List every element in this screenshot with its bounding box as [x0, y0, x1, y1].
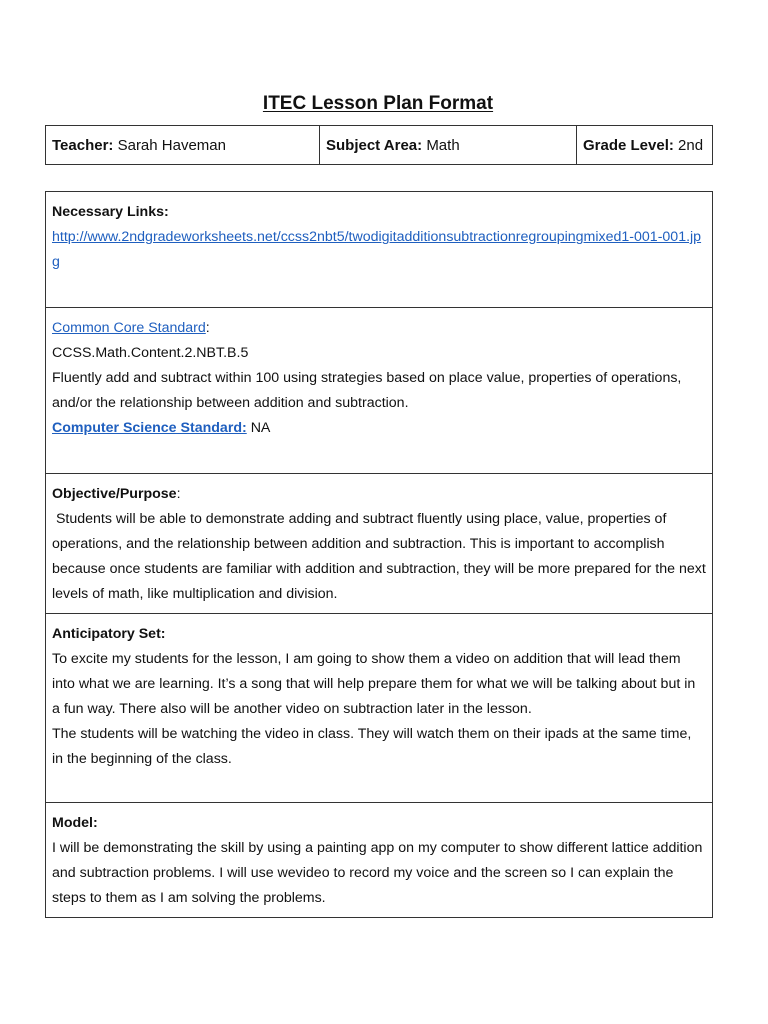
lesson-plan-table [45, 191, 713, 918]
objective-title: Objective/Purpose [52, 486, 177, 502]
anticipatory-set-section [46, 613, 712, 802]
objective-section [46, 473, 712, 613]
anticipatory-paragraph-2: The students will be watching the video in class. They will watch them on their ipads at the same time, in the beginning of the class. [52, 726, 692, 767]
teacher-value: Sarah Haveman [117, 136, 226, 154]
anticipatory-paragraph-1: To excite my students for the lesson, I am going to show them a video on addition that will lead them into what we are learning. It’s a song that will help prepare them for what we will be talking about but in a fun way. There also will be another video on subtraction later in the lesson. [52, 651, 696, 717]
teacher-cell [46, 126, 319, 164]
standards-section [46, 307, 712, 473]
common-core-standard-link[interactable]: Common Core Standard [52, 320, 206, 336]
model-title: Model: [52, 815, 98, 831]
anticipatory-set-title: Anticipatory Set: [52, 626, 166, 642]
objective-heading [52, 482, 706, 507]
model-text: I will be demonstrating the skill by using a painting app on my computer to show different lattice addition and subtraction problems. I will use wevideo to record my voice and the screen so I can explain the steps to them as I am solving the problems. [52, 840, 703, 906]
standard-code: CCSS.Math.Content.2.NBT.B.5 [52, 345, 249, 361]
computer-science-standard-link[interactable]: Computer Science Standard: [52, 420, 247, 436]
necessary-links-title: Necessary Links: [52, 204, 169, 220]
subject-value: Math [426, 136, 460, 154]
teacher-label: Teacher: [52, 136, 114, 154]
standard-description: Fluently add and subtract within 100 using strategies based on place value, properties of operations, and/or the relationship between addition and subtraction. [52, 370, 682, 411]
grade-cell [576, 126, 712, 164]
subject-label: Subject Area: [326, 136, 423, 154]
header-table [45, 125, 713, 165]
necessary-links-section [46, 192, 712, 307]
grade-label: Grade Level: [583, 136, 674, 154]
model-section [46, 802, 712, 917]
common-core-colon: : [205, 320, 210, 336]
objective-text: Students will be able to demonstrate adding and subtract fluently using place, value, properties of operations, and the relationship between addition and subtraction. This is important to accomplish because once students are familiar with addition and subtraction, they will be more prepared for the next levels of math, like multiplication and division. [52, 511, 710, 602]
cs-standard-value: NA [250, 420, 271, 436]
worksheet-link[interactable]: http://www.2ndgradeworksheets.net/ccss2nbt5/twodigitadditionsubtractionregroupingmixed1-001-001.jpg [52, 229, 702, 270]
common-core-heading [52, 316, 706, 341]
grade-value: 2nd [678, 136, 704, 154]
objective-colon: : [176, 486, 181, 502]
page-title: ITEC Lesson Plan Format [262, 93, 494, 114]
cs-standard-row [52, 416, 706, 441]
subject-cell [319, 126, 576, 164]
